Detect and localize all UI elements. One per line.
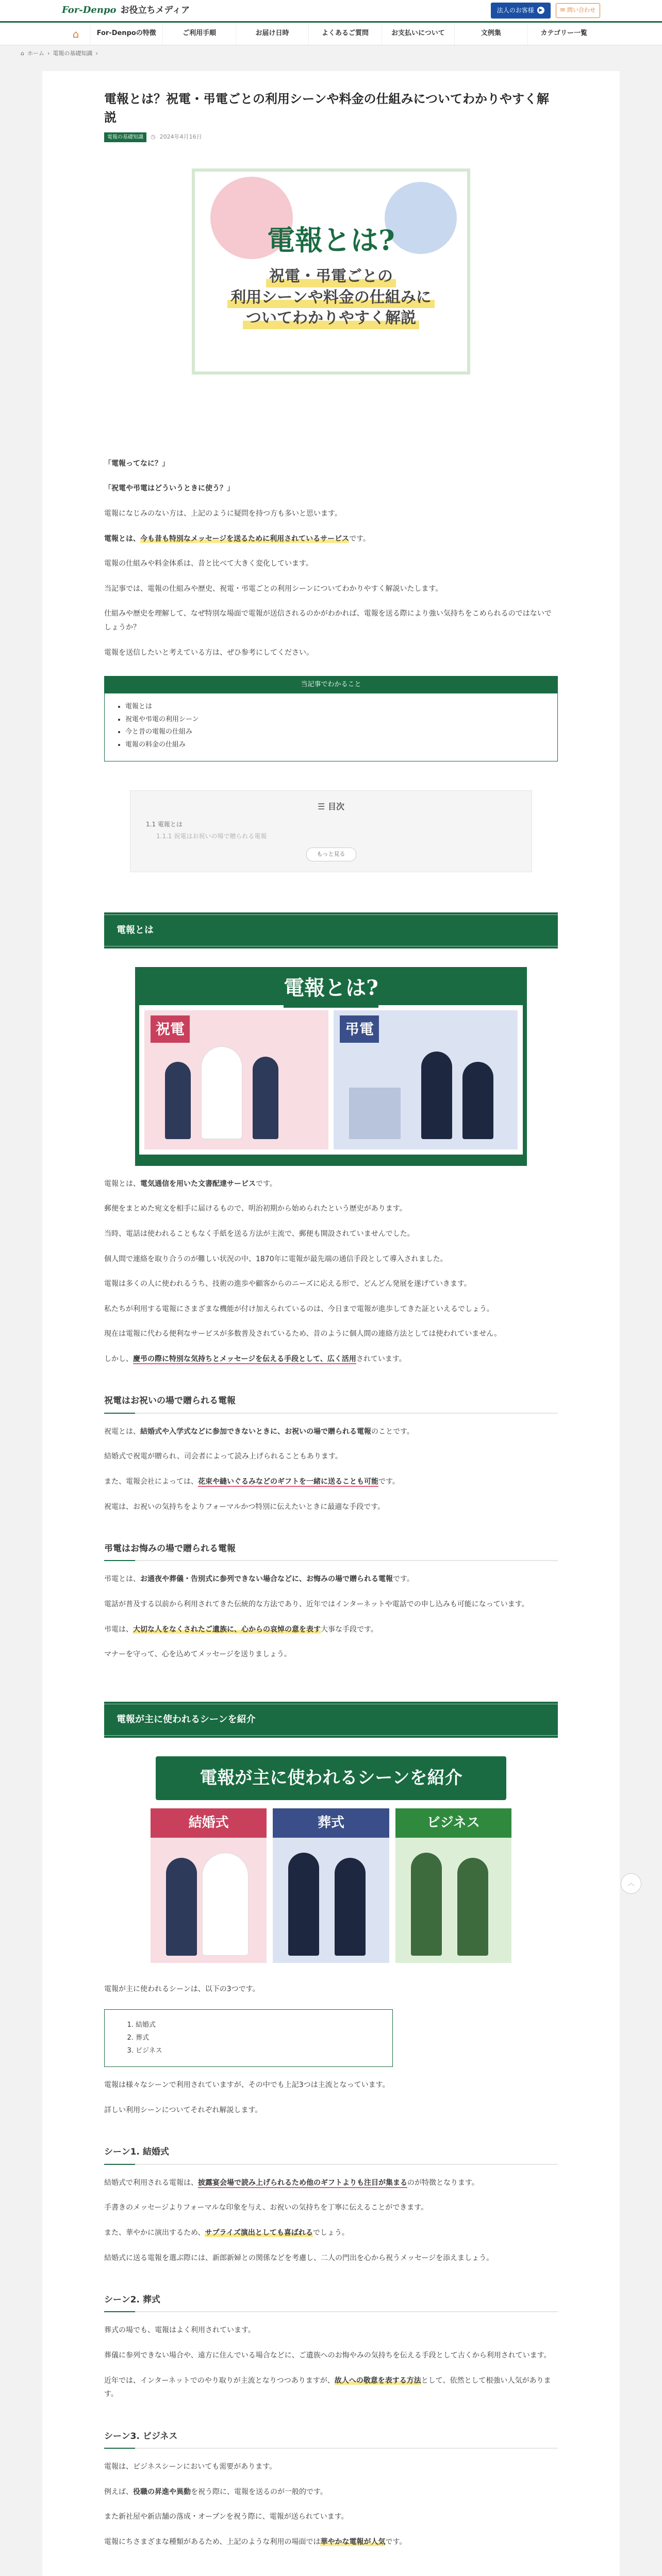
paragraph: しかし、慶弔の際に特別な気持ちとメッセージを伝える手段として、広く活用されています。 [104, 1354, 406, 1363]
hero-subtitle-2: 利用シーンや料金の仕組みに [227, 287, 434, 309]
paragraph: 例えば、役職の昇進や異動を祝う際に、電報を送るのが一般的です。 [104, 2487, 327, 2496]
wedding-panel [151, 1808, 267, 1963]
paragraph: 結婚式で利用される電報は、披露宴会場で読み上げられるため他のギフトよりも注目が集まるのが特徴となります。 [104, 2178, 479, 2187]
breadcrumb [0, 45, 662, 62]
article-meta [104, 132, 558, 143]
paragraph: 詳しい利用シーンについてそれぞれ解説します。 [104, 2106, 262, 2114]
paragraph: 個人間で連絡を取り合うのが難しい状況の中、1870年に電報が最先端の通信手段として導入されました。 [104, 1255, 448, 1263]
paragraph: 葬儀に参列できない場合や、遠方に住んでいる場合などに、ご遺族へのお悔やみの気持ちを伝える手段として古くから利用されています。 [104, 2351, 551, 2360]
breadcrumb-home[interactable]: ホーム [27, 49, 44, 57]
mail-icon: ✉ [560, 7, 565, 14]
publish-date: 2024年4月16日 [159, 133, 202, 140]
paragraph: 祝電とは、結婚式や入学式などに参加できないときに、お祝いの場で贈られる電報のことです。 [104, 1427, 414, 1436]
scene-list [104, 2009, 393, 2067]
nav-item-steps[interactable]: ご利用手順 [162, 23, 235, 45]
paragraph: 現在は電報に代わる便利なサービスが多数普及されているため、昔のように個人間の連絡方法としては使われていません。 [104, 1330, 502, 1338]
summary-item: • 今と昔の電報の仕組み [125, 726, 537, 739]
article [42, 71, 620, 2576]
nav-item-features[interactable]: For-Denpoの特徴 [90, 23, 162, 45]
nav-item-categories[interactable]: カテゴリー一覧 [527, 23, 600, 45]
intro-paragraph: 電報になじみのない方は、上記のように疑問を持つ方も多いと思います。 [104, 510, 342, 518]
paragraph: 電報は、ビジネスシーンにおいても需要があります。 [104, 2463, 277, 2471]
funeral-panel [273, 1808, 389, 1963]
intro-paragraph: 電報とは、今も昔も特別なメッセージを送るために利用されているサービスです。 [104, 534, 371, 543]
toc-title: ☰ 目次 [318, 801, 344, 811]
nav-home-button[interactable] [62, 23, 90, 45]
article-title: 電報とは？祝電・弔電ごとの利用シーンや料金の仕組みについてわかりやすく解説 [104, 92, 550, 125]
contact-button-label: 問い合わせ [567, 7, 595, 14]
paragraph: 結婚式に送る電報を選ぶ際には、新郎新婦との関係などを考慮し、二人の門出を心から祝うメッセージを添えましょう。 [104, 2253, 494, 2262]
clock-icon: ◷ [151, 133, 156, 140]
summary-heading: 当記事でわかること [105, 676, 557, 693]
chevron-up-icon: ︿ [627, 1879, 635, 1888]
paragraph: 結婚式で祝電が贈られ、司会者によって読み上げられることもあります。 [104, 1452, 342, 1461]
panel-label: 祝電 [151, 1015, 190, 1043]
paragraph: 当時、電話は使われることもなく手紙を送る方法が主流で、郵便も開設されていませんでした。 [104, 1229, 415, 1238]
subsection-heading: 祝電はお祝いの場で贈られる電報 [104, 1393, 558, 1413]
paragraph: 私たちが利用する電報にさまざまな機能が付け加えられているのは、今日まで電報が進歩してきた証といえるでしょう。 [104, 1304, 494, 1313]
section-heading: 電報とは [104, 912, 558, 948]
corporate-button[interactable] [491, 3, 551, 19]
breadcrumb-separator: › [95, 49, 98, 57]
subsection-heading: 弔電はお悔みの場で贈られる電報 [104, 1540, 558, 1561]
summary-box [104, 676, 558, 761]
congrats-panel [144, 1010, 328, 1149]
arrow-right-icon: ▶ [537, 7, 544, 14]
panel-label: ビジネス [395, 1808, 511, 1838]
toc-item[interactable]: 1.1 電報とは [146, 821, 183, 828]
paragraph: 電報が主に使われるシーンは、以下の3つです。 [104, 1985, 260, 1993]
paragraph: 電報は様々なシーンで利用されていますが、その中でも上記3つは主流となっています。 [104, 2081, 390, 2090]
intro-paragraph: 仕組みや歴史を理解して、なぜ特別な場面で電報が送信されるのかがわかれば、電報を送る際により強い気持ちをこめられるのではないでしょうか？ [104, 609, 552, 632]
nav-item-payment[interactable]: お支払いについて [382, 23, 454, 45]
panel-label: 結婚式 [151, 1808, 267, 1838]
list-item: 2. 葬式 [136, 2032, 372, 2045]
paragraph: 手書きのメッセージよりフォーマルな印象を与え、お祝いの気持ちを丁寧に伝えることができます。 [104, 2204, 428, 2212]
breadcrumb-separator: › [47, 49, 50, 57]
hero-title: 電報とは? [267, 223, 395, 257]
paragraph: 葬式の場でも、電報はよく利用されています。 [104, 2326, 255, 2335]
toc-more-button[interactable]: もっと見る [306, 848, 356, 861]
paragraph: また新社屋や新店舗の落成・オープンを祝う際に、電報が送られています。 [104, 2513, 349, 2521]
summary-item: • 電報の料金の仕組み [125, 739, 537, 752]
site-logo[interactable] [62, 2, 190, 19]
figure-title: 電報とは? [284, 969, 378, 1008]
nav-item-examples[interactable]: 文例集 [454, 23, 527, 45]
panel-label: 弔電 [340, 1015, 379, 1043]
paragraph: 電報は多くの人に使われるうち、技術の進歩や顧客からのニーズに応える形で、どんどん発展を遂げていきます。 [104, 1280, 471, 1289]
section2-figure [135, 1756, 527, 1971]
summary-item: • 祝電や弔電の利用シーン [125, 714, 537, 726]
paragraph: 弔電は、大切な人をなくされたご遺族に、心からの哀悼の意を表す大事な手段です。 [104, 1625, 378, 1634]
condolence-panel [334, 1010, 518, 1149]
paragraph: 近年では、インターネットでのやり取りが主流となりつつありますが、故人への敬意を表する方法として、依然として根強い人気があります。 [104, 2376, 551, 2399]
home-icon: ⌂ [21, 49, 24, 57]
hero-subtitle-3: ついてわかりやすく解説 [243, 308, 419, 329]
home-icon: ⌂ [72, 27, 79, 40]
intro-question-2: 「祝電や弔電はどういうときに使う？」 [104, 484, 234, 493]
site-header [0, 0, 662, 23]
list-item: 1. 結婚式 [136, 2019, 372, 2032]
contact-button[interactable] [556, 3, 600, 18]
subsection-heading: シーン3. ビジネス [104, 2428, 558, 2449]
paragraph: また、華やかに演出するため、サプライズ演出としても喜ばれるでしょう。 [104, 2228, 349, 2237]
panel-label: 葬式 [273, 1808, 389, 1838]
table-of-contents [130, 790, 532, 872]
paragraph: マナーを守って、心を込めてメッセージを送りましょう。 [104, 1650, 291, 1659]
paragraph: 弔電とは、お通夜や葬儀・告別式に参列できない場合などに、お悔みの場で贈られる電報です。 [104, 1575, 414, 1584]
paragraph: また、電報会社によっては、花束や縫いぐるみなどのギフトを一緒に送ることも可能です。 [104, 1477, 400, 1486]
intro-question-1: 「電報ってなに？」 [104, 459, 169, 468]
paragraph: 祝電は、お祝いの気持ちをよりフォーマルかつ特別に伝えたいときに最適な手段です。 [104, 1502, 385, 1511]
intro-paragraph: 電報の仕組みや料金体系は、昔と比べて大きく変化しています。 [104, 560, 313, 568]
section1-figure [135, 967, 527, 1166]
paragraph: 郵便をまとめた宛文を相手に届けるもので、明治初期から始められたという歴史があります。 [104, 1205, 407, 1213]
toc-item[interactable]: 1.1.1 祝電はお祝いの場で贈られる電報 [156, 832, 267, 840]
subsection-heading: シーン2. 葬式 [104, 2292, 558, 2312]
global-nav [0, 23, 662, 45]
intro-paragraph: 当記事では、電報の仕組みや歴史、祝電・弔電ごとの利用シーンについてわかりやすく解説いたします。 [104, 584, 443, 593]
intro [104, 457, 558, 659]
scroll-top-button[interactable] [621, 1873, 641, 1894]
logo-mark: For-Denpo [62, 5, 117, 16]
logo-subtitle: お役立ちメディア [120, 5, 190, 16]
list-icon: ☰ [318, 801, 328, 811]
list-item: 3. ビジネス [136, 2045, 372, 2058]
paragraph: 電話が普及する以前から利用されてきた伝統的な方法であり、近年ではインターネットや電話での申し込みも可能になっています。 [104, 1600, 529, 1609]
intro-paragraph: 電報を送信したいと考えている方は、ぜひ参考にしてください。 [104, 648, 313, 657]
subsection-heading: シーン1. 結婚式 [104, 2144, 558, 2164]
figure-title: 電報が主に使われるシーンを紹介 [156, 1756, 506, 1800]
nav-item-faq[interactable]: よくあるご質問 [308, 23, 381, 45]
corporate-button-label: 法人のお客様 [496, 7, 534, 14]
paragraph: 電報にちさまざまな種類があるため、上記のような利用の場面では華やかな電報が人気です。 [104, 2537, 407, 2546]
summary-item: • 電報とは [125, 701, 537, 714]
section-heading: 電報が主に使われるシーンを紹介 [104, 1702, 558, 1738]
section1-body [104, 1177, 558, 1366]
nav-item-delivery[interactable]: お届け日時 [236, 23, 308, 45]
paragraph: 電報とは、電気通信を用いた文書配達サービスです。 [104, 1179, 277, 1188]
breadcrumb-current[interactable]: 電報の基礎知識 [53, 49, 93, 57]
hero-subtitle-1: 祝電・弔電ごとの [266, 266, 396, 287]
business-panel [395, 1808, 511, 1963]
hero-image [192, 168, 470, 375]
category-tag[interactable]: 電報の基礎知識 [104, 132, 146, 142]
